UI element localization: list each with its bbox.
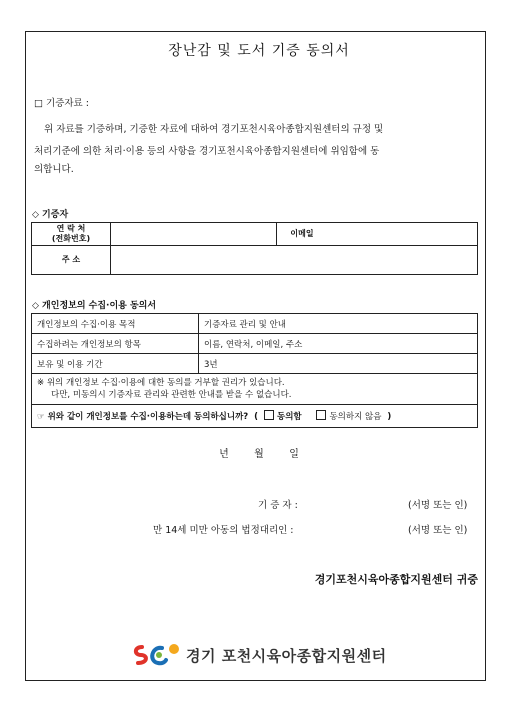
addressee: 경기포천시육아종합지원센터 귀중 xyxy=(314,573,478,586)
disagree-checkbox[interactable] xyxy=(316,410,326,420)
privacy-row-label: 개인정보의 수집·이용 목적 xyxy=(32,314,199,334)
privacy-section-heading: ◇ 개인정보의 수집·이용 동의서 xyxy=(32,301,157,311)
email-label: 이메일 xyxy=(277,223,328,246)
privacy-row-value: 이름, 연락처, 이메일, 주소 xyxy=(199,334,478,354)
consent-row: ☞ 위와 같이 개인정보를 수집·이용하는데 동의하십니까? ( 동의함 동의하지 않음 ) xyxy=(32,405,478,428)
privacy-notice-line1: ※ 위의 개인정보 수집·이용에 대한 동의를 거부할 권리가 있습니다. xyxy=(37,378,285,388)
privacy-notice xyxy=(32,374,478,405)
document-title: 장난감 및 도서 기증 동의서 xyxy=(168,43,350,59)
table-row xyxy=(32,314,478,334)
privacy-row-label: 보유 및 이용 기간 xyxy=(32,354,199,374)
logo-mark-icon xyxy=(132,641,182,669)
date-line: 년 월 일 xyxy=(219,449,299,460)
contact-label: 연 락 처 xyxy=(56,224,86,233)
donation-body-line3: 의합니다. xyxy=(34,164,74,175)
guardian-sign-field[interactable]: (서명 또는 인) xyxy=(408,525,468,536)
donation-checkbox[interactable]: □ xyxy=(34,98,43,109)
disagree-label: 동의하지 않음 xyxy=(329,412,382,422)
table-row xyxy=(32,334,478,354)
donation-item-label: 기증자료 : xyxy=(46,98,89,109)
contact-sublabel: (전화번호) xyxy=(51,234,91,243)
privacy-row-value: 기증자료 관리 및 안내 xyxy=(199,314,478,334)
donation-item-label-row xyxy=(34,94,89,114)
privacy-notice-line2: 다만, 미동의시 기증자료 관리와 관련한 안내를 받을 수 없습니다. xyxy=(51,390,292,400)
logo-text: 경기 포천시육아종합지원센터 xyxy=(186,646,387,665)
donor-table xyxy=(31,222,478,275)
donor-sign-field[interactable]: (서명 또는 인) xyxy=(408,500,468,511)
center-logo xyxy=(132,641,387,669)
address-field[interactable] xyxy=(111,246,478,275)
guardian-sign-label: 만 14세 미만 아동의 법정대리인 : xyxy=(153,525,294,536)
contact-label-cell xyxy=(32,223,111,246)
donation-body-line1: 위 자료를 기증하며, 기증한 자료에 대하여 경기포천시육아종합지원센터의 규정 및 xyxy=(44,124,384,135)
table-row xyxy=(32,354,478,374)
contact-field[interactable] xyxy=(111,223,277,246)
email-field[interactable] xyxy=(327,223,478,246)
donor-sign-label: 기 증 자 : xyxy=(258,500,298,511)
donation-body-line2: 처리기준에 의한 처리·이용 등의 사항을 경기포천시육아종합지원센터에 위임함에 동 xyxy=(34,146,380,157)
donor-section-heading: ◇ 기증자 xyxy=(32,210,69,220)
agree-checkbox[interactable] xyxy=(264,410,274,420)
agree-label: 동의함 xyxy=(276,412,302,422)
address-label: 주 소 xyxy=(32,246,111,275)
consent-question: ☞ 위와 같이 개인정보를 수집·이용하는데 동의하십니까? xyxy=(37,412,249,422)
privacy-table xyxy=(31,313,478,428)
privacy-row-label: 수집하려는 개인정보의 항목 xyxy=(32,334,199,354)
privacy-row-value: 3년 xyxy=(199,354,478,374)
